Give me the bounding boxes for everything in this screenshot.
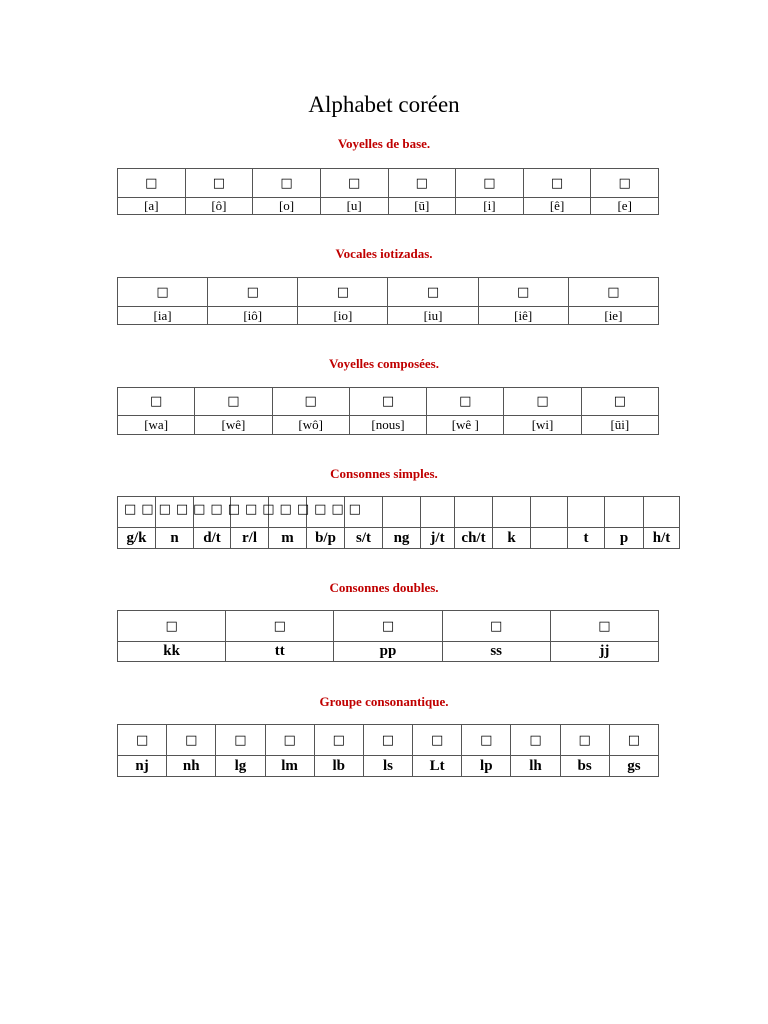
vowel-glyph: □ <box>504 388 581 416</box>
consonant-glyph: □ <box>560 725 609 756</box>
vowel-romanization: [ie] <box>568 307 658 325</box>
consonant-glyph: □ <box>609 725 658 756</box>
vowel-glyph: □ <box>118 388 195 416</box>
vowel-glyph: □ <box>185 169 253 198</box>
consonant-glyph: □ <box>363 725 412 756</box>
consonant-glyph: □ <box>442 611 550 642</box>
page-title: Alphabet coréen <box>308 92 460 117</box>
consonant-romanization: nh <box>167 756 216 777</box>
consonant-romanization: lh <box>511 756 560 777</box>
vowel-glyph: □ <box>478 278 568 307</box>
consonant-romanization: h/t <box>644 528 680 549</box>
consonant-glyph: □ <box>462 725 511 756</box>
consonant-romanization: lm <box>265 756 314 777</box>
vowel-romanization: [wi] <box>504 416 581 435</box>
vowel-glyph: □ <box>320 169 388 198</box>
consonant-romanization: tt <box>226 642 334 662</box>
vowel-glyph: □ <box>568 278 658 307</box>
vowel-glyph: □ <box>591 169 659 198</box>
consonant-romanization: lg <box>216 756 265 777</box>
consonant-romanization: n <box>156 528 194 549</box>
vowel-glyph: □ <box>272 388 349 416</box>
iotized-vowels-table <box>117 277 659 325</box>
vowel-glyph: □ <box>208 278 298 307</box>
consonant-romanization: ls <box>363 756 412 777</box>
section-heading-simple-consonants: Consonnes simples. <box>330 466 438 481</box>
vowel-romanization: [ūi] <box>581 416 658 435</box>
vowel-romanization: [iê] <box>478 307 568 325</box>
consonant-romanization: Lt <box>413 756 462 777</box>
consonant-romanization: lp <box>462 756 511 777</box>
consonant-romanization: k <box>493 528 531 549</box>
consonant-glyph: □ <box>265 725 314 756</box>
vowel-glyph: □ <box>523 169 591 198</box>
consonant-romanization: s/t <box>345 528 383 549</box>
consonant-glyph: □ <box>550 611 658 642</box>
vowel-romanization: [e] <box>591 198 659 215</box>
vowel-romanization: [nous] <box>349 416 426 435</box>
consonant-romanization: ng <box>383 528 421 549</box>
vowel-glyph: □ <box>581 388 658 416</box>
consonant-clusters-table <box>117 724 659 777</box>
vowel-romanization: [o] <box>253 198 321 215</box>
consonant-romanization: pp <box>334 642 442 662</box>
consonant-romanization <box>531 528 568 549</box>
vowel-romanization: [iu] <box>388 307 478 325</box>
consonant-romanization: jj <box>550 642 658 662</box>
vowel-glyph: □ <box>298 278 388 307</box>
vowel-romanization: [a] <box>118 198 186 215</box>
consonant-romanization: m <box>269 528 307 549</box>
section-heading-basic-vowels: Voyelles de base. <box>337 136 431 151</box>
vowel-romanization: [ê] <box>523 198 591 215</box>
consonant-romanization: g/k <box>118 528 156 549</box>
vowel-glyph: □ <box>118 169 186 198</box>
section-heading-compound-vowels: Voyelles composées. <box>328 356 439 371</box>
consonant-romanization: nj <box>118 756 167 777</box>
consonant-romanization: p <box>605 528 644 549</box>
consonant-romanization: b/p <box>307 528 345 549</box>
vowel-romanization: [u] <box>320 198 388 215</box>
section-heading-consonant-clusters: Groupe consonantique. <box>319 694 449 709</box>
vowel-romanization: [wa] <box>118 416 195 435</box>
consonant-romanization: t <box>568 528 605 549</box>
vowel-glyph: □ <box>349 388 426 416</box>
consonant-glyph: □ <box>511 725 560 756</box>
vowel-romanization: [wê] <box>195 416 272 435</box>
consonant-glyph: □ <box>413 725 462 756</box>
consonant-romanization: kk <box>118 642 226 662</box>
consonant-romanization: ch/t <box>455 528 493 549</box>
vowel-romanization: [i] <box>456 198 524 215</box>
consonant-glyph: □ <box>216 725 265 756</box>
consonant-romanization: gs <box>609 756 658 777</box>
consonant-romanization: ss <box>442 642 550 662</box>
consonant-glyph: □ <box>314 725 363 756</box>
consonant-glyph: □ <box>118 725 167 756</box>
vowel-romanization: [iô] <box>208 307 298 325</box>
basic-vowels-table <box>117 168 659 215</box>
consonant-glyph: □ <box>226 611 334 642</box>
vowel-glyph: □ <box>253 169 321 198</box>
double-consonants-table <box>117 610 659 662</box>
vowel-glyph: □ <box>118 278 208 307</box>
vowel-glyph: □ <box>456 169 524 198</box>
simple-consonant-glyph-line: □□□□□□□□□□□□□□ <box>124 502 366 517</box>
consonant-glyph: □ <box>167 725 216 756</box>
consonant-romanization: lb <box>314 756 363 777</box>
vowel-glyph: □ <box>388 169 456 198</box>
consonant-glyph: □ <box>334 611 442 642</box>
vowel-romanization: [wô] <box>272 416 349 435</box>
vowel-glyph: □ <box>427 388 504 416</box>
vowel-romanization: [io] <box>298 307 388 325</box>
vowel-romanization: [ū] <box>388 198 456 215</box>
vowel-romanization: [ia] <box>118 307 208 325</box>
consonant-glyph: □ <box>118 611 226 642</box>
vowel-romanization: [ô] <box>185 198 253 215</box>
section-heading-iotized-vowels: Vocales iotizadas. <box>335 246 433 261</box>
vowel-glyph: □ <box>195 388 272 416</box>
vowel-romanization: [wê ] <box>427 416 504 435</box>
section-heading-double-consonants: Consonnes doubles. <box>329 580 439 595</box>
consonant-romanization: j/t <box>421 528 455 549</box>
consonant-romanization: r/l <box>231 528 269 549</box>
consonant-romanization: d/t <box>194 528 231 549</box>
consonant-romanization: bs <box>560 756 609 777</box>
vowel-glyph: □ <box>388 278 478 307</box>
compound-vowels-table <box>117 387 659 435</box>
